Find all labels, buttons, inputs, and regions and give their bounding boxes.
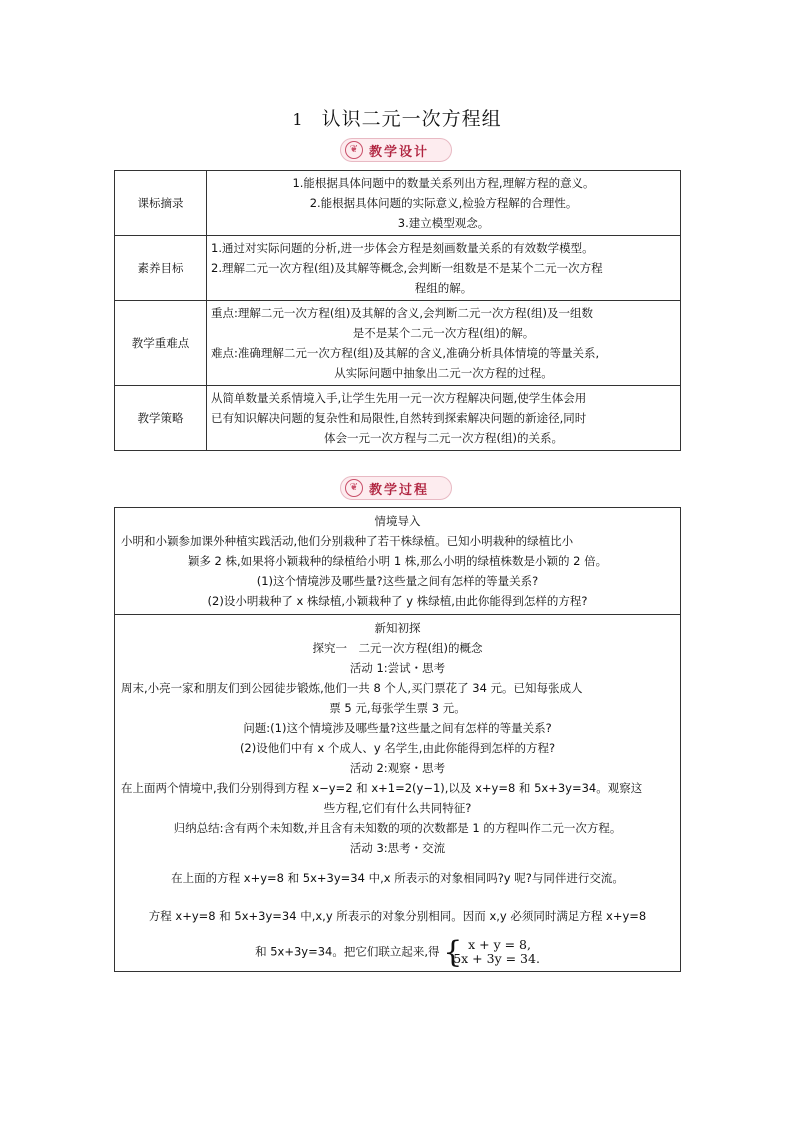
section-number: 1 <box>292 110 304 129</box>
summary-text: 归纳总结:含有两个未知数,并且含有未知数的项的次数都是 1 的方程叫作二元一次方程。 <box>173 821 622 835</box>
subsection-heading: 探究一 二元一次方程(组)的概念 <box>312 641 483 655</box>
text-line: 从简单数量关系情境入手,让学生先用一元一次方程解决问题,使学生体会用 <box>211 391 587 405</box>
row-header: 课标摘录 <box>115 171 207 236</box>
row-header: 素养目标 <box>115 236 207 301</box>
section-heading: 情境导入 <box>374 514 421 528</box>
text-line: 2.能根据具体问题的实际意义,检验方程解的合理性。 <box>309 196 578 210</box>
table-row <box>115 301 681 386</box>
section-badge-design <box>340 138 452 162</box>
badge-label: 教学过程 <box>369 483 430 498</box>
text-line: 颖多 2 株,如果将小颖栽种的绿植给小明 1 株,那么小明的绿植株数是小颖的 2 倍。 <box>187 554 608 568</box>
equation-2: 5x + 3y = 34. <box>453 951 540 966</box>
row-header: 教学重难点 <box>115 301 207 386</box>
table-row <box>115 386 681 451</box>
activity-heading: 活动 2:观察・思考 <box>349 761 446 775</box>
text-line: 2.理解二元一次方程(组)及其解等概念,会判断一组数是不是某个二元一次方程 <box>211 261 603 275</box>
text-line: 是不是某个二元一次方程(组)的解。 <box>352 326 535 340</box>
badge-label: 教学设计 <box>369 145 430 160</box>
explore-cell <box>115 615 681 972</box>
row-content <box>207 301 681 386</box>
text-line: 票 5 元,每张学生票 3 元。 <box>329 701 466 715</box>
text-line: 体会一元一次方程与二元一次方程(组)的关系。 <box>324 431 563 445</box>
text-line: 周末,小亮一家和朋友们到公园徒步锻炼,他们一共 8 个人,买门票花了 34 元。已知每张成人 <box>121 681 583 695</box>
equation-1: x + y = 8, <box>468 937 531 952</box>
activity-heading: 活动 3:思考・交流 <box>349 841 446 855</box>
section-heading: 新知初探 <box>374 621 421 635</box>
table-row <box>115 615 681 972</box>
activity-heading: 活动 1:尝试・思考 <box>349 661 446 675</box>
text-line: 些方程,它们有什么共同特征? <box>323 801 472 815</box>
row-content <box>207 236 681 301</box>
text-line: 在上面的方程 x+y=8 和 5x+3y=34 中,x 所表示的对象相同吗?y 呢?与同伴进行交流。 <box>171 871 624 885</box>
row-content <box>207 171 681 236</box>
book-icon: ❦ <box>345 141 363 159</box>
table-row <box>115 508 681 615</box>
row-header: 教学策略 <box>115 386 207 451</box>
page-title <box>0 104 794 131</box>
design-table <box>114 170 681 451</box>
text-line: 方程 x+y=8 和 5x+3y=34 中,x,y 所表示的对象分别相同。因而 x,y 必须同时满足方程 x+y=8 <box>148 909 647 923</box>
text-line: 程组的解。 <box>414 281 473 295</box>
text-line: (2)设小明栽种了 x 株绿植,小颖栽种了 y 株绿植,由此你能得到怎样的方程? <box>207 594 588 608</box>
text-line: 难点:准确理解二元一次方程(组)及其解的含义,准确分析具体情境的等量关系, <box>211 346 600 360</box>
process-table <box>114 507 681 972</box>
text-line-part: 和 5x+3y=34。把它们联立起来,得 <box>255 944 440 959</box>
row-content <box>207 386 681 451</box>
text-line <box>121 935 674 970</box>
section-badge-process <box>340 476 452 500</box>
text-line: (1)这个情境涉及哪些量?这些量之间有怎样的等量关系? <box>256 574 539 588</box>
text-line: 问题:(1)这个情境涉及哪些量?这些量之间有怎样的等量关系? <box>243 721 552 735</box>
table-row <box>115 236 681 301</box>
text-line: 3.建立模型观念。 <box>397 216 490 230</box>
text-line: 小明和小颖参加课外种植实践活动,他们分别栽种了若干株绿植。已知小明栽种的绿植比小 <box>121 534 574 548</box>
text-line: 重点:理解二元一次方程(组)及其解的含义,会判断二元一次方程(组)及一组数 <box>211 306 593 320</box>
title-text: 认识二元一次方程组 <box>321 108 502 130</box>
text-line: 1.能根据具体问题中的数量关系列出方程,理解方程的意义。 <box>292 176 595 190</box>
text-line: (2)设他们中有 x 个成人、y 名学生,由此你能得到怎样的方程? <box>239 741 556 755</box>
equation-system <box>443 935 540 970</box>
text-line: 在上面两个情境中,我们分别得到方程 x−y=2 和 x+1=2(y−1),以及 x+y=8 和 5x+3y=34。观察这 <box>121 781 643 795</box>
intro-cell <box>115 508 681 615</box>
left-brace: { <box>443 935 463 970</box>
table-row <box>115 171 681 236</box>
text-line: 已有知识解决问题的复杂性和局限性,自然转到探索解决问题的新途径,同时 <box>211 411 587 425</box>
book-icon: ❦ <box>345 479 363 497</box>
text-line: 从实际问题中抽象出二元一次方程的过程。 <box>334 366 553 380</box>
text-line: 1.通过对实际问题的分析,进一步体会方程是刻画数量关系的有效数学模型。 <box>211 241 594 255</box>
